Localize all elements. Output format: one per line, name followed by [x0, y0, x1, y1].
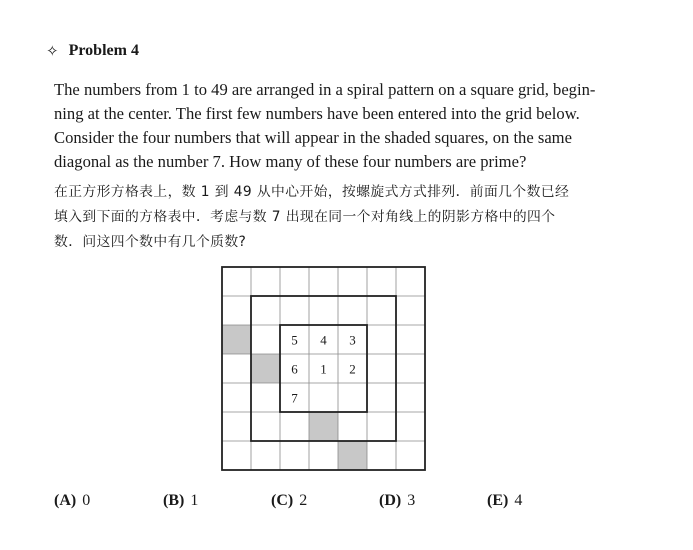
english-line: Consider the four numbers that will appear in the shaded squares, on the same: [54, 128, 572, 147]
choice-label: (D): [379, 492, 402, 509]
problem-title: Problem 4: [68, 42, 139, 59]
choice-a[interactable]: [54, 492, 90, 510]
choice-value: 3: [407, 492, 416, 509]
choice-c[interactable]: [271, 492, 307, 510]
problem-statement-english: [54, 78, 624, 174]
chinese-line: 在正方形方格表上，数 1 到 49 从中心开始，按螺旋式方式排列．前面几个数已经: [54, 184, 570, 200]
choice-label: (C): [271, 492, 294, 509]
english-line: ning at the center. The first few numbers have been entered into the grid below.: [54, 104, 580, 123]
grid-numbers: [291, 333, 356, 406]
choice-b[interactable]: [163, 492, 198, 510]
choice-label: (A): [54, 492, 77, 509]
english-line: diagonal as the number 7. How many of these four numbers are prime?: [54, 152, 527, 171]
grid-number: 6: [291, 361, 298, 377]
chinese-line: 填入到下面的方格表中．考虑与数 7 出现在同一个对角线上的阴影方格中的四个: [54, 209, 556, 225]
problem-statement-chinese: [54, 180, 624, 255]
english-line: The numbers from 1 to 49 are arranged in a spiral pattern on a square grid, begin-: [54, 80, 596, 99]
grid-number: 5: [291, 332, 298, 348]
choice-label: (E): [487, 492, 509, 509]
choice-value: 2: [299, 492, 308, 509]
shaded-cell: [338, 441, 367, 470]
choice-label: (B): [163, 492, 185, 509]
choice-value: 4: [514, 492, 523, 509]
grid-number: 3: [349, 332, 356, 348]
grid-number: 4: [320, 332, 327, 348]
grid-number: 2: [349, 361, 356, 377]
chinese-line: 数．问这四个数中有几个质数?: [54, 234, 247, 250]
shaded-cell: [251, 354, 280, 383]
shaded-cell: [222, 325, 251, 354]
grid-number: 7: [291, 390, 298, 406]
choice-value: 0: [82, 492, 91, 509]
choice-e[interactable]: [487, 492, 522, 510]
grid-number: 1: [320, 361, 327, 377]
spiral-grid: [221, 266, 427, 472]
shaded-cell: [309, 412, 338, 441]
choice-d[interactable]: [379, 492, 415, 510]
problem-heading: [46, 40, 139, 62]
diamond-outline-icon: ✧: [46, 41, 59, 60]
answer-choices: [54, 492, 654, 514]
choice-value: 1: [190, 492, 199, 509]
